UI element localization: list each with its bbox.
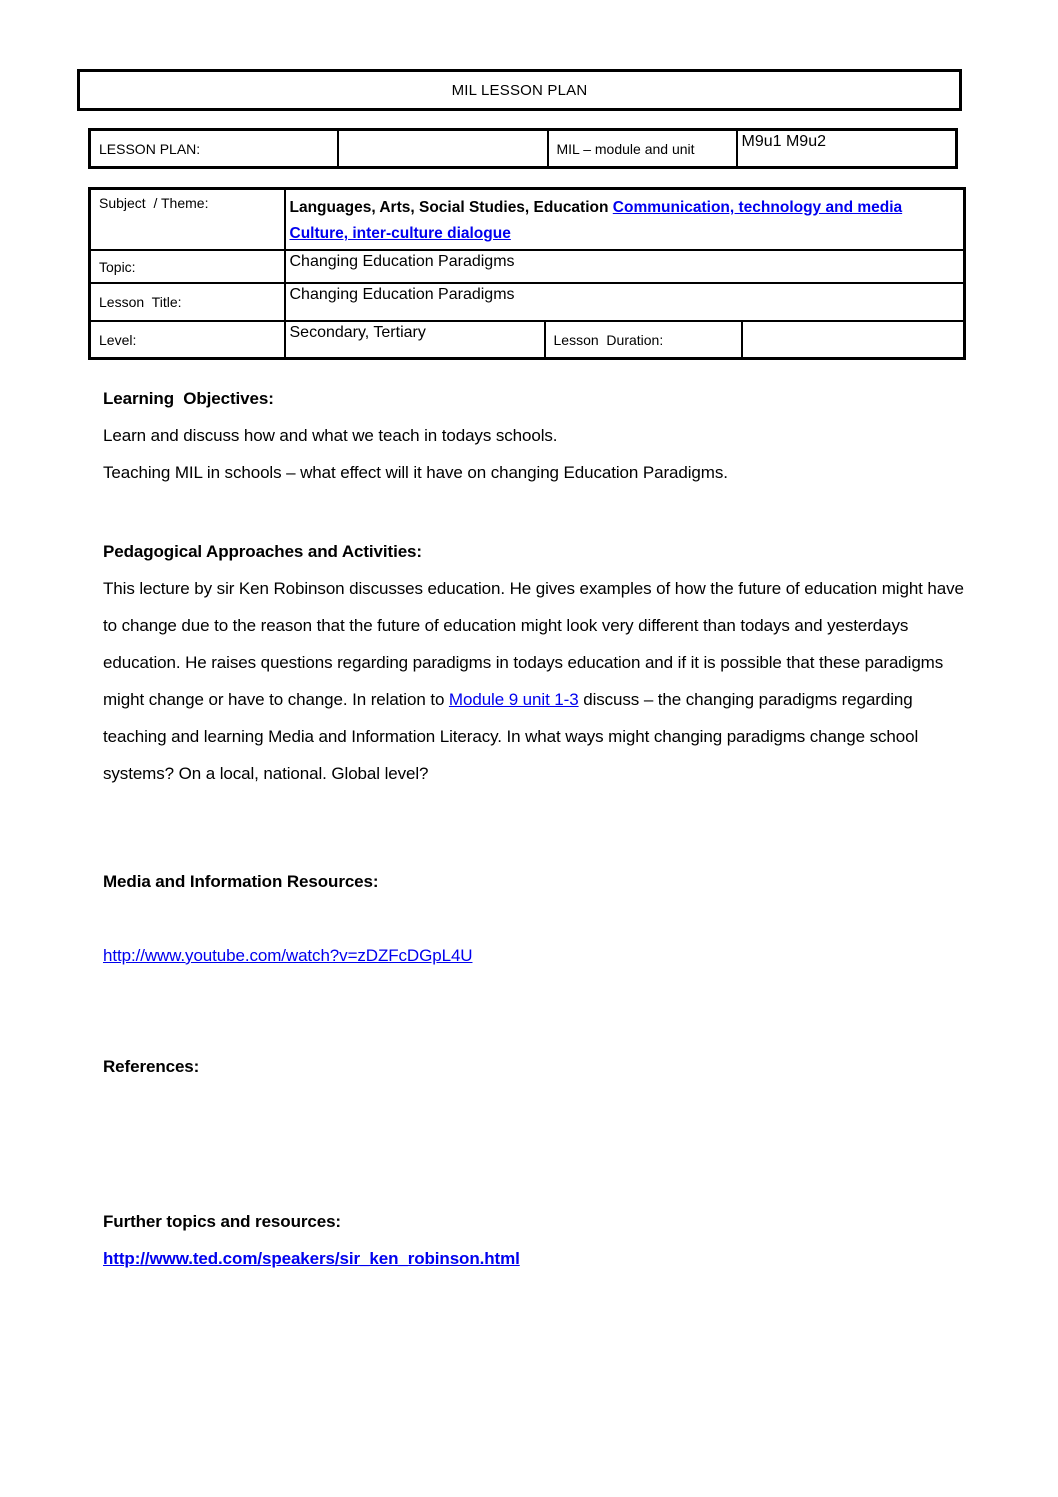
lesson-info-table [88, 187, 966, 360]
pedagogical-paragraph [103, 570, 976, 792]
topic-value-cell: Changing Education Paradigms [285, 250, 965, 283]
references-section [103, 1048, 976, 1085]
subject-theme-value-cell [285, 189, 965, 251]
mil-module-value-cell: M9u1 M9u2 [737, 130, 957, 168]
lesson-plan-value-cell [338, 130, 548, 168]
level-label-cell: Level: [90, 321, 285, 359]
table-row [90, 321, 965, 359]
table-row [90, 250, 965, 283]
youtube-link[interactable]: http://www.youtube.com/watch?v=zDZFcDGpL4U [103, 946, 473, 965]
page-title: MIL LESSON PLAN [451, 81, 588, 99]
learning-objectives-heading: Learning Objectives: [103, 389, 274, 408]
references-heading: References: [103, 1057, 200, 1076]
module-9-unit-link[interactable]: Module 9 unit 1-3 [448, 690, 579, 709]
learning-objectives-line: Teaching MIL in schools – what effect will it have on changing Education Paradigms. [103, 463, 728, 482]
further-topics-section [103, 1203, 976, 1277]
learning-objectives-section [103, 380, 976, 491]
media-resources-section [103, 863, 976, 974]
media-resources-heading: Media and Information Resources: [103, 872, 379, 891]
document-title-box [77, 69, 962, 111]
media-resources-link-line [103, 937, 976, 974]
further-topics-heading: Further topics and resources: [103, 1212, 341, 1231]
pedagogical-heading: Pedagogical Approaches and Activities: [103, 542, 422, 561]
lesson-plan-header-table [88, 128, 958, 169]
lesson-title-value-cell: Changing Education Paradigms [285, 283, 965, 321]
lesson-plan-label-cell: LESSON PLAN: [90, 130, 338, 168]
lesson-duration-label-cell: Lesson Duration: [545, 321, 742, 359]
topic-label-cell: Topic: [90, 250, 285, 283]
subject-theme-link[interactable]: Communication, technology and media Culture, inter-culture dialogue [289, 199, 903, 242]
level-value-cell: Secondary, Tertiary [285, 321, 545, 359]
table-row [90, 130, 957, 168]
lesson-duration-value-cell [742, 321, 965, 359]
pedagogical-text-after: discuss – the changing paradigms regarding teaching and learning Media and Information Literacy. In what ways might changing paradigms change school systems? On a local, national. Global level? [103, 690, 919, 783]
table-row [90, 283, 965, 321]
subject-theme-text: Languages, Arts, Social Studies, Education [289, 199, 613, 216]
further-topics-link-line [103, 1240, 976, 1277]
pedagogical-text-before: This lecture by sir Ken Robinson discusses education. He gives examples of how the future of education might have to change due to the reason that the future of education might look very different than todays and yesterdays education. He raises questions regarding paradigms in todays education and if it is possible that these paradigms might change or have to change. In relation to [103, 579, 964, 709]
learning-objectives-line: Learn and discuss how and what we teach in todays schools. [103, 426, 558, 445]
lesson-title-label-cell: Lesson Title: [90, 283, 285, 321]
mil-module-label-cell: MIL – module and unit [548, 130, 737, 168]
ted-link[interactable]: http://www.ted.com/speakers/sir_ken_robinson.html [103, 1249, 520, 1268]
pedagogical-section [103, 533, 976, 792]
table-row [90, 189, 965, 251]
subject-theme-label-cell: Subject / Theme: [90, 189, 285, 251]
